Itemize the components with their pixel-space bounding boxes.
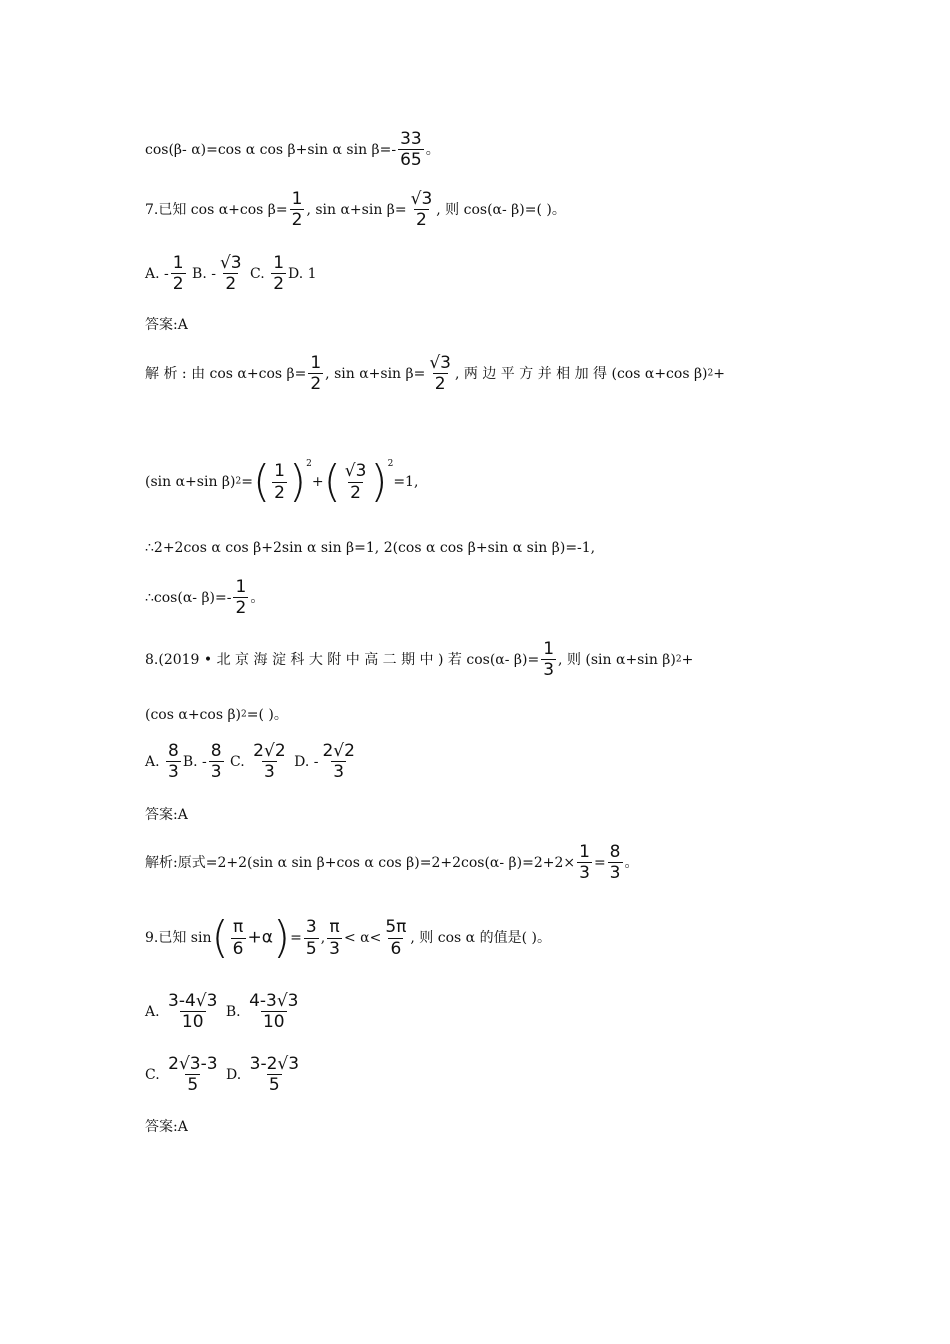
text: =( )。 [246,707,288,723]
option-d-label: D. - [289,753,319,770]
exponent: 2 [235,476,242,487]
denominator: 2 [434,374,446,395]
fraction [218,254,244,294]
numerator: 3-4√3 [168,991,218,1011]
denominator: 2 [416,210,427,231]
option-b-label: B. - [182,753,207,770]
left-paren: ( [252,456,271,507]
numerator: 4-3√3 [249,991,299,1011]
denominator: 2 [310,374,322,395]
text: = [593,854,606,871]
question-9-options-row-1 [145,992,303,1032]
text: (cos α+cos β) [145,707,242,723]
text: , 则 (sin α+sin β) [558,651,676,668]
text: , sin α+sin β= [306,201,407,218]
denominator: 6 [390,938,402,959]
fraction [304,918,319,958]
numerator: √3 [219,253,242,273]
fraction [166,1055,219,1095]
question-7 [145,190,566,230]
text: + [713,365,725,382]
text: + [311,474,324,490]
denominator: 2 [235,598,247,619]
fraction [409,190,435,230]
left-paren: ( [211,912,229,963]
text: , 则 cos(α- β)=( )。 [436,201,566,218]
denominator: 5 [187,1075,199,1096]
exponent: 2 [387,459,394,469]
fraction [231,918,246,958]
numerator: 3-2√3 [249,1054,300,1074]
numerator: √3 [410,189,433,209]
fraction [290,190,305,230]
option-a-label: A. [145,1003,165,1020]
question-7-solution-line-2 [145,456,419,507]
text: +α [247,927,273,948]
text: 9.已知 sin [145,930,212,946]
fraction [383,918,408,958]
question-8 [145,640,693,680]
denominator: 2 [274,482,285,503]
question-7-solution-line-1 [145,354,725,394]
text: cos(β- α)=cos α cos β+sin α sin β=- [145,141,397,158]
numerator: 1 [579,842,590,862]
question-9-answer: 答案:A [145,1119,188,1135]
option-a-label: A. [145,753,165,770]
numerator: 2√3-3 [168,1054,218,1074]
question-8-line-2 [145,708,288,722]
numerator: 1 [310,353,322,373]
denominator: 3 [579,863,590,884]
question-8-options [145,742,359,782]
fraction [247,992,300,1032]
text: = [241,474,253,490]
numerator: 1 [273,253,285,273]
exponent: 2 [707,368,714,379]
option-b-label: B. [221,1003,246,1020]
right-paren: ) [272,912,291,963]
text: =1, [393,474,419,490]
question-7-solution-line-4 [145,578,264,618]
right-paren: ) [370,456,388,507]
text: 8.(2019 • 北 京 海 淀 科 大 附 中 高 二 期 中 ) 若 cos(α- β)= [145,651,540,668]
exponent: 2 [675,654,682,665]
numerator: π [329,917,340,938]
option-c-label: C. [225,753,250,770]
option-a-label: A. - [145,265,169,282]
question-8-answer: 答案:A [145,807,188,823]
fraction [166,742,181,782]
left-paren: ( [323,456,341,507]
numerator: 1 [172,253,184,273]
numerator: 8 [168,741,179,761]
question-7-answer: 答案:A [145,317,188,333]
fraction [427,354,453,394]
denominator: 2 [291,210,303,231]
denominator: 3 [329,938,340,959]
fraction [248,1055,301,1095]
question-8-solution [145,843,639,883]
numerator: 2√2 [322,741,355,761]
denominator: 3 [333,762,345,783]
numerator: 2√2 [253,741,286,761]
text: 解析:原式=2+2(sin α sin β+cos α cos β)=2+2cos(α- β)=2+2× [145,854,576,871]
denominator: 5 [305,938,317,959]
text: 。 [425,141,440,158]
text: 。 [250,589,265,606]
numerator: 1 [291,189,303,209]
numerator: 33 [400,129,422,149]
numerator: 5π [385,917,407,938]
option-d-label: D. [221,1066,246,1083]
denominator: 5 [268,1075,280,1096]
denominator: 2 [225,274,237,295]
numerator: 1 [543,639,555,659]
right-paren: ) [288,456,307,507]
denominator: 3 [543,660,555,681]
fraction [577,843,592,883]
question-7-options [145,254,317,294]
text: 7.已知 cos α+cos β= [145,201,288,218]
denominator: 2 [350,482,361,503]
denominator: 3 [609,863,621,884]
denominator: 2 [172,274,184,295]
denominator: 6 [232,938,244,959]
fraction [251,742,287,782]
text: = [290,930,302,946]
option-c-label: C. [245,265,270,282]
fraction [166,992,219,1032]
numerator: 3 [305,917,317,938]
text: , [320,930,326,946]
numerator: 1 [235,577,247,597]
text: (sin α+sin β) [145,474,236,490]
fraction [320,742,356,782]
fraction [541,640,556,680]
denominator: 2 [273,274,285,295]
option-c-label: C. [145,1066,165,1083]
fraction [272,462,287,502]
fraction [608,843,623,883]
fraction [233,578,248,618]
option-b-label: B. - [187,265,216,282]
denominator: 3 [168,762,179,783]
numerator: 1 [274,461,285,482]
numerator: 8 [609,842,621,862]
text: ∴cos(α- β)=- [145,589,232,606]
fraction [398,130,424,170]
option-d-label: D. 1 [288,265,317,282]
solution-line-cos-beta-minus-alpha [145,130,440,170]
question-9 [145,912,551,963]
text: 。 [624,854,639,871]
numerator: √3 [344,461,367,482]
denominator: 10 [262,1012,285,1033]
denominator: 65 [400,150,422,171]
denominator: 3 [210,762,222,783]
exponent: 2 [306,459,312,469]
text: , sin α+sin β= [325,365,426,382]
numerator: π [232,917,244,938]
fraction [209,742,224,782]
fraction [171,254,186,294]
denominator: 3 [263,762,275,783]
text: + [681,651,694,668]
numerator: 8 [210,741,222,761]
text: < α< [343,930,382,946]
exponent: 2 [241,709,247,720]
fraction [308,354,323,394]
text: 解 析 : 由 cos α+cos β= [145,365,307,382]
text: , 则 cos α 的值是( )。 [410,930,551,946]
fraction [327,918,342,958]
fraction [343,462,369,502]
fraction [271,254,286,294]
question-7-solution-line-3: ∴2+2cos α cos β+2sin α sin β=1, 2(cos α cos β+sin α sin β)=-1, [145,540,596,556]
denominator: 10 [181,1012,204,1033]
text: , 两 边 平 方 并 相 加 得 (cos α+cos β) [455,365,708,382]
numerator: √3 [429,353,451,373]
question-9-options-row-2 [145,1055,303,1095]
